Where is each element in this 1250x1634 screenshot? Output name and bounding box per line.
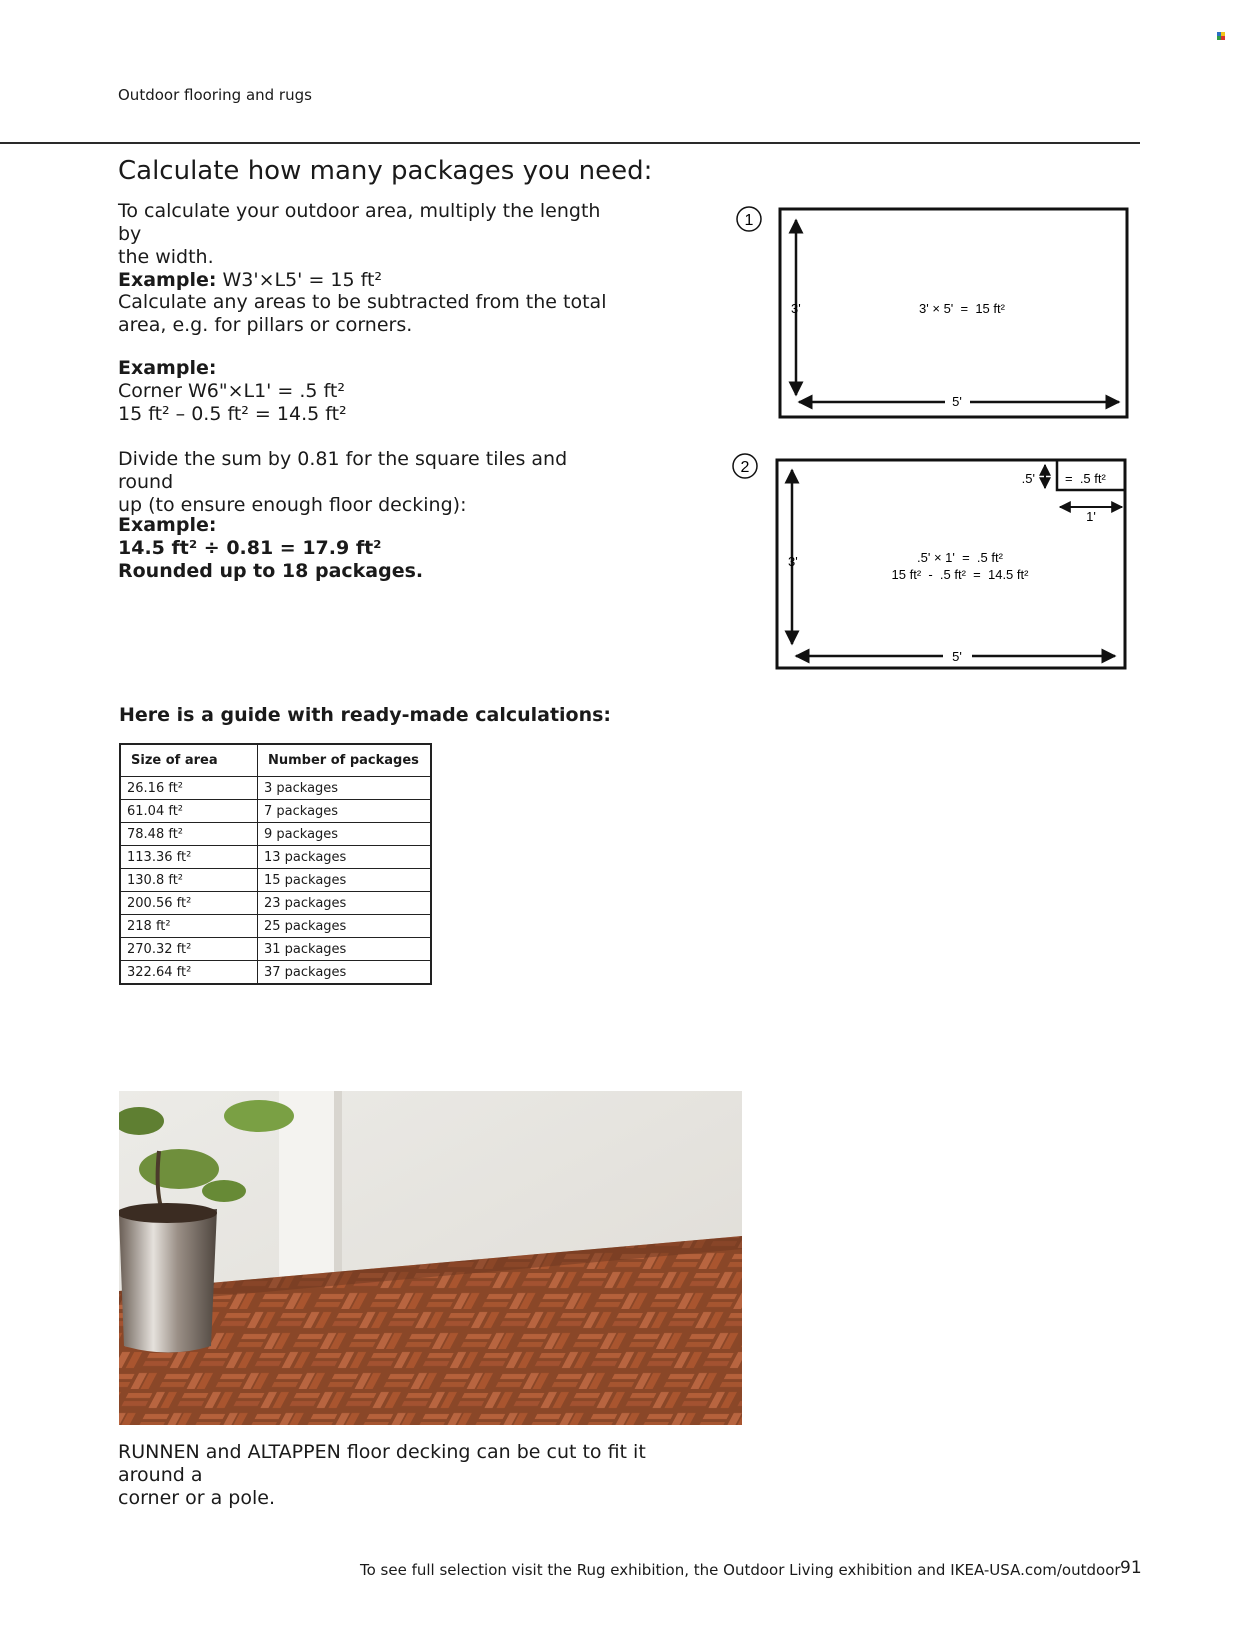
caption-line: RUNNEN and ALTAPPEN floor decking can be cut to fit it around a [118,1441,646,1486]
guide-heading: Here is a guide with ready-made calculations: [119,704,612,726]
diagram-number: 2 [740,459,750,476]
subtract-line: Calculate any areas to be subtracted from the total [118,291,607,313]
table-header-row [120,744,431,777]
area-cell: 61.04 ft² [120,800,258,823]
area-formula: 3' × 5' = 15 ft² [919,301,1005,316]
column-header-packages: Number of packages [258,744,432,777]
example-3 [118,514,618,583]
area-formula-line-2: 15 ft² - .5 ft² = 14.5 ft² [891,567,1029,582]
intro-line: the width. [118,246,214,268]
height-label: 3' [788,554,798,569]
packages-cell: 3 packages [258,777,432,800]
width-label: 5' [952,649,962,664]
example-value: W3'×L5' = 15 ft² [216,269,383,291]
table-row [120,869,431,892]
height-label: 3' [791,301,801,316]
packages-cell: 7 packages [258,800,432,823]
area-cell: 322.64 ft² [120,961,258,985]
divide-line: Divide the sum by 0.81 for the square tiles and round [118,448,568,493]
caption-line: corner or a pole. [118,1487,275,1509]
packages-table [119,743,432,985]
example-line: 14.5 ft² ÷ 0.81 = 17.9 ft² [118,537,382,559]
intro-line: To calculate your outdoor area, multiply the length by [118,200,601,245]
footer-text: To see full selection visit the Rug exhibition, the Outdoor Living exhibition and IKEA-USA.com/outdoor [360,1561,1121,1579]
table-row [120,938,431,961]
diagram-number: 1 [744,212,754,229]
packages-cell: 31 packages [258,938,432,961]
table-row [120,915,431,938]
corner-area-label: = .5 ft² [1065,471,1106,486]
example-line: Rounded up to 18 packages. [118,560,424,582]
brand-mark-icon [1217,32,1225,40]
area-cell: 218 ft² [120,915,258,938]
corner-width-label: 1' [1086,509,1096,524]
section-title: Outdoor flooring and rugs [118,86,312,104]
packages-cell: 13 packages [258,846,432,869]
divide-paragraph [118,448,618,517]
area-cell: 270.32 ft² [120,938,258,961]
example-label: Example: [118,514,217,536]
packages-cell: 9 packages [258,823,432,846]
corner-height-label: .5' [1021,471,1035,486]
table-row [120,823,431,846]
area-cell: 26.16 ft² [120,777,258,800]
page-number: 91 [1120,1558,1142,1578]
area-cell: 130.8 ft² [120,869,258,892]
example-line: Corner W6"×L1' = .5 ft² [118,380,345,402]
area-cell: 113.36 ft² [120,846,258,869]
intro-paragraph [118,200,618,292]
example-2 [118,357,618,426]
example-label: Example: [118,269,217,291]
subtract-paragraph [118,291,618,337]
subtract-line: area, e.g. for pillars or corners. [118,314,413,336]
area-formula-line-1: .5' × 1' = .5 ft² [917,550,1003,565]
example-label: Example: [118,357,217,379]
packages-cell: 37 packages [258,961,432,985]
width-label: 5' [952,394,962,409]
page-heading: Calculate how many packages you need: [118,156,653,186]
area-diagram-1 [720,200,1130,420]
photo-caption [118,1441,718,1510]
divide-line: up (to ensure enough floor decking): [118,494,467,516]
header-divider [0,142,1140,144]
packages-cell: 23 packages [258,892,432,915]
decking-photo [119,1091,742,1425]
area-cell: 78.48 ft² [120,823,258,846]
table-row [120,846,431,869]
packages-cell: 15 packages [258,869,432,892]
area-cell: 200.56 ft² [120,892,258,915]
table-row [120,800,431,823]
table-row [120,777,431,800]
packages-cell: 25 packages [258,915,432,938]
example-line: 15 ft² – 0.5 ft² = 14.5 ft² [118,403,347,425]
area-diagram-2 [720,448,1130,674]
table-row [120,961,431,985]
table-row [120,892,431,915]
column-header-size: Size of area [120,744,258,777]
example-1 [118,269,618,292]
